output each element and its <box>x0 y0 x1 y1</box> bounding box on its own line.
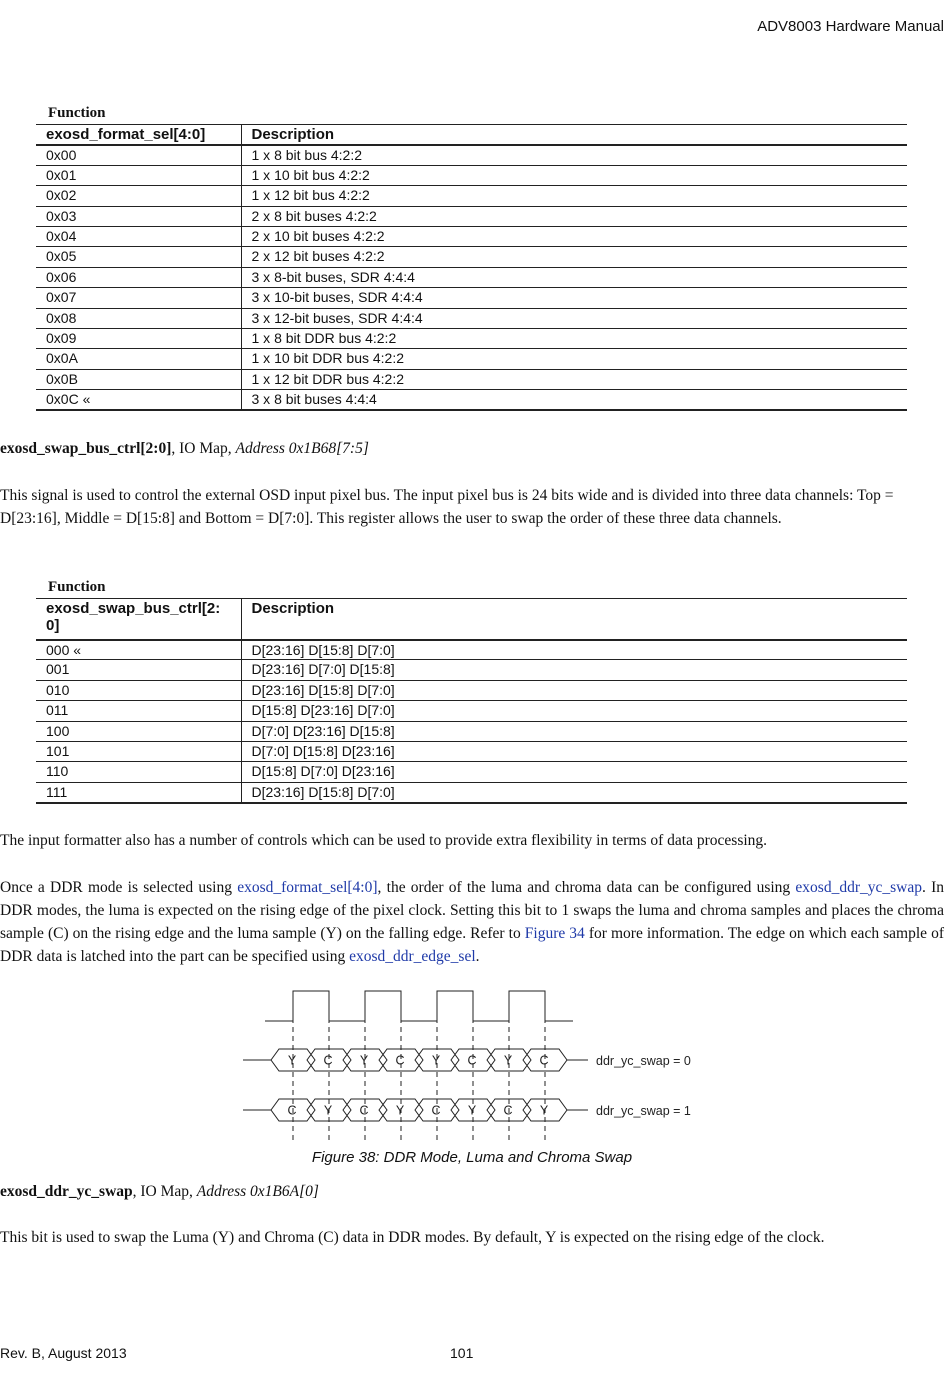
table-row <box>36 680 907 700</box>
register-heading <box>0 1180 944 1203</box>
table-row <box>36 349 907 369</box>
cell-value: 0x01 <box>36 165 241 185</box>
link-figure-34[interactable]: Figure 34 <box>524 925 585 942</box>
register-name: exosd_ddr_yc_swap <box>0 1183 133 1200</box>
table-row <box>36 782 907 802</box>
register-name: exosd_swap_bus_ctrl[2:0] <box>0 440 172 457</box>
register-description: This signal is used to control the external OSD input pixel bus. The input pixel bus is 24 bits wide and is divided into three data channels: Top = D[23:16], Middle = D[15:8] and Bottom = D[7:0]. This register allows the user to swap the order of these three data channels. <box>0 487 894 527</box>
table-title: Function <box>48 579 106 595</box>
link-exosd-ddr-edge-sel[interactable]: exosd_ddr_edge_sel <box>349 948 476 965</box>
bus-sample-label: Y <box>467 1103 477 1118</box>
page-header-title: ADV8003 Hardware Manual <box>757 18 944 35</box>
format-sel-table <box>36 124 907 411</box>
cell-value: 0x04 <box>36 227 241 247</box>
table-row <box>36 186 907 206</box>
table-row <box>36 288 907 308</box>
cell-value: 011 <box>36 701 241 721</box>
cell-description: 1 x 12 bit bus 4:2:2 <box>251 187 370 204</box>
cell-description: 3 x 8-bit buses, SDR 4:4:4 <box>251 268 415 285</box>
table-header-description: Description <box>251 600 335 617</box>
table-row <box>36 227 907 247</box>
register-address: Address 0x1B68[7:5] <box>235 440 369 457</box>
swap-bus-table-block <box>36 576 907 804</box>
register-map: , IO Map, <box>132 1183 197 1200</box>
cell-value: 0x07 <box>36 288 241 308</box>
bus-sample-label: Y <box>359 1053 369 1068</box>
table-row <box>36 369 907 389</box>
register-description: This bit is used to swap the Luma (Y) and Chroma (C) data in DDR modes. By default, Y is expected on the rising edge of the clock. <box>0 1229 825 1246</box>
footer-page-number: 101 <box>450 1345 474 1361</box>
format-sel-table-block <box>36 102 907 411</box>
cell-value: 100 <box>36 721 241 741</box>
bus-sample-label: C <box>323 1053 333 1068</box>
table-row <box>36 762 907 782</box>
table-header-register: exosd_swap_bus_ctrl[2: 0] <box>36 599 241 640</box>
table-row <box>36 390 907 410</box>
bus-sample-label: C <box>395 1053 405 1068</box>
cell-value: 010 <box>36 680 241 700</box>
register-heading <box>0 437 944 460</box>
cell-description: 1 x 10 bit bus 4:2:2 <box>251 166 370 183</box>
bus-sample-label: Y <box>539 1103 549 1118</box>
table-header-register: exosd_format_sel[4:0] <box>36 125 241 146</box>
figure-caption: Figure 38: DDR Mode, Luma and Chroma Swap <box>311 1149 633 1166</box>
cell-description: 2 x 10 bit buses 4:2:2 <box>251 228 385 245</box>
cell-value: 0x06 <box>36 267 241 287</box>
cell-description: D[23:16] D[15:8] D[7:0] <box>251 783 395 800</box>
table-row <box>36 145 907 165</box>
bus-sample-label: C <box>503 1103 513 1118</box>
row-1-label: ddr_yc_swap = 0 <box>596 1054 691 1068</box>
clock-waveform <box>265 991 573 1021</box>
link-exosd-format-sel[interactable]: exosd_format_sel[4:0] <box>237 879 378 896</box>
ddr-paragraph: Once a DDR mode is selected using exosd_format_sel[4:0], the order of the luma and chroma data can be configured using exosd_ddr_yc_swap. In DDR modes, the luma is expected on the rising edge of the pixel clock. Setting this bit to 1 swaps the luma and chroma samples and places the chroma sample (C) on the rising edge and the luma sample (Y) on the falling edge. Refer to Figure 34 for more information. The edge on which each sample of DDR data is latched into the part can be specified using exosd_ddr_edge_sel. <box>0 879 944 965</box>
bus-sample-label: C <box>431 1103 441 1118</box>
bus-sample-label: C <box>359 1103 369 1118</box>
cell-description: 1 x 8 bit DDR bus 4:2:2 <box>251 330 397 347</box>
link-exosd-ddr-yc-swap[interactable]: exosd_ddr_yc_swap <box>795 879 922 896</box>
table-title: Function <box>48 105 106 121</box>
cell-description: 3 x 12-bit buses, SDR 4:4:4 <box>251 309 423 326</box>
cell-description: 2 x 8 bit buses 4:2:2 <box>251 207 377 224</box>
cell-description: D[7:0] D[23:16] D[15:8] <box>251 722 395 739</box>
bus-sample-label: Y <box>503 1053 513 1068</box>
cell-value: 0x0B <box>36 369 241 389</box>
row-2-label: ddr_yc_swap = 1 <box>596 1104 691 1118</box>
table-row <box>36 267 907 287</box>
cell-description: 2 x 12 bit buses 4:2:2 <box>251 248 385 265</box>
table-row <box>36 721 907 741</box>
register-address: Address 0x1B6A[0] <box>196 1183 319 1200</box>
cell-value: 0x09 <box>36 329 241 349</box>
swap-bus-table <box>36 598 907 804</box>
cell-value: 0x03 <box>36 206 241 226</box>
bus-sample-label: Y <box>431 1053 441 1068</box>
table-row <box>36 660 907 680</box>
table-row <box>36 165 907 185</box>
ddr-timing-diagram <box>0 985 950 1145</box>
table-row <box>36 308 907 328</box>
bus-sample-label: C <box>539 1053 549 1068</box>
table-row <box>36 640 907 660</box>
cell-description: 1 x 8 bit bus 4:2:2 <box>251 147 363 163</box>
cell-description: 1 x 12 bit DDR bus 4:2:2 <box>251 370 405 387</box>
bus-sample-label: Y <box>323 1103 333 1118</box>
table-row <box>36 247 907 267</box>
cell-value: 000 « <box>36 640 241 660</box>
cell-value: 101 <box>36 741 241 761</box>
table-row <box>36 329 907 349</box>
table-row <box>36 701 907 721</box>
cell-description: D[7:0] D[15:8] D[23:16] <box>251 742 395 759</box>
table-header-description: Description <box>251 126 335 143</box>
bus-sample-label: C <box>467 1053 477 1068</box>
cell-value: 110 <box>36 762 241 782</box>
cell-value: 0x0A <box>36 349 241 369</box>
cell-description: D[23:16] D[7:0] D[15:8] <box>251 661 395 678</box>
cell-value: 0x00 <box>36 145 241 165</box>
cell-description: 3 x 8 bit buses 4:4:4 <box>251 391 377 408</box>
bus-sample-label: Y <box>287 1053 297 1068</box>
ddr-timing-figure <box>0 985 950 1145</box>
cell-description: 1 x 10 bit DDR bus 4:2:2 <box>251 350 405 367</box>
cell-value: 001 <box>36 660 241 680</box>
bus-sample-label: Y <box>395 1103 405 1118</box>
cell-value: 0x02 <box>36 186 241 206</box>
cell-description: D[23:16] D[15:8] D[7:0] <box>251 681 395 698</box>
cell-value: 0x05 <box>36 247 241 267</box>
formatter-paragraph: The input formatter also has a number of controls which can be used to provide extra flexibility in terms of data processing. <box>0 832 768 849</box>
cell-description: 3 x 10-bit buses, SDR 4:4:4 <box>251 289 423 306</box>
cell-description: D[23:16] D[15:8] D[7:0] <box>251 641 395 658</box>
cell-value: 0x0C « <box>36 390 241 410</box>
table-row <box>36 206 907 226</box>
cell-description: D[15:8] D[7:0] D[23:16] <box>251 763 395 780</box>
table-row <box>36 741 907 761</box>
cell-value: 0x08 <box>36 308 241 328</box>
register-map: , IO Map, <box>171 440 236 457</box>
footer-revision: Rev. B, August 2013 <box>0 1345 127 1361</box>
cell-description: D[15:8] D[23:16] D[7:0] <box>251 702 395 719</box>
bus-sample-label: C <box>287 1103 297 1118</box>
cell-value: 111 <box>36 782 241 802</box>
